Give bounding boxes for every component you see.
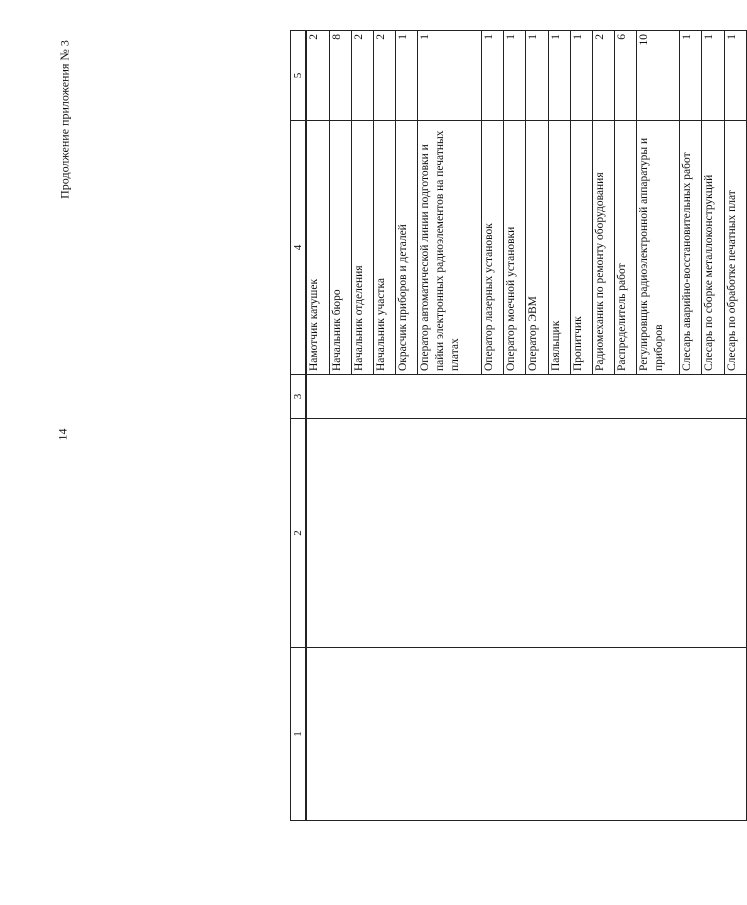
table-header-row [291, 31, 307, 821]
position-count: 2 [592, 31, 614, 121]
position-name: Окрасчик приборов и деталей [396, 121, 418, 375]
column-header-4: 4 [291, 121, 307, 375]
column-header-2: 2 [291, 419, 307, 648]
position-count: 1 [504, 31, 526, 121]
position-count: 1 [724, 31, 746, 121]
position-name: Начальник бюро [329, 121, 351, 375]
running-head: Продолжение приложения № 3 [57, 40, 72, 199]
position-name: Распределитель работ [615, 121, 637, 375]
position-name: Пропитчик [570, 121, 592, 375]
position-count: 1 [526, 31, 548, 121]
position-count: 1 [548, 31, 570, 121]
position-count: 2 [351, 31, 373, 121]
empty-column-2 [306, 419, 746, 648]
position-name: Слесарь аварийно-восстановительных работ [680, 121, 702, 375]
position-name: Начальник участка [374, 121, 396, 375]
position-name: Оператор автоматической линии подготовки и пайки электронных радиоэлементов на печатных платах [418, 121, 482, 375]
position-name: Намотчик катушек [306, 121, 329, 375]
position-count: 10 [637, 31, 680, 121]
position-name: Оператор лазерных установок [482, 121, 504, 375]
empty-column-3 [306, 375, 746, 419]
column-header-1: 1 [291, 648, 307, 821]
position-count: 8 [329, 31, 351, 121]
position-count: 2 [306, 31, 329, 121]
position-count: 1 [418, 31, 482, 121]
position-name: Слесарь по обработке печатных плат [724, 121, 746, 375]
position-count: 1 [680, 31, 702, 121]
position-name: Паяльщик [548, 121, 570, 375]
table-row [306, 31, 329, 821]
position-name: Регулировщик радиоэлектронной аппаратуры и приборов [637, 121, 680, 375]
position-name: Начальник отделения [351, 121, 373, 375]
position-count: 2 [374, 31, 396, 121]
position-name: Слесарь по сборке металлоконструкций [702, 121, 724, 375]
position-name: Оператор моечной установки [504, 121, 526, 375]
column-header-3: 3 [291, 375, 307, 419]
staff-table [290, 30, 747, 821]
page-number: 14 [55, 428, 70, 441]
position-count: 1 [702, 31, 724, 121]
position-name: Оператор ЭВМ [526, 121, 548, 375]
position-name: Радиомеханик по ремонту оборудования [592, 121, 614, 375]
empty-column-1 [306, 648, 746, 821]
position-count: 1 [482, 31, 504, 121]
position-count: 1 [396, 31, 418, 121]
column-header-5: 5 [291, 31, 307, 121]
position-count: 1 [570, 31, 592, 121]
position-count: 6 [615, 31, 637, 121]
